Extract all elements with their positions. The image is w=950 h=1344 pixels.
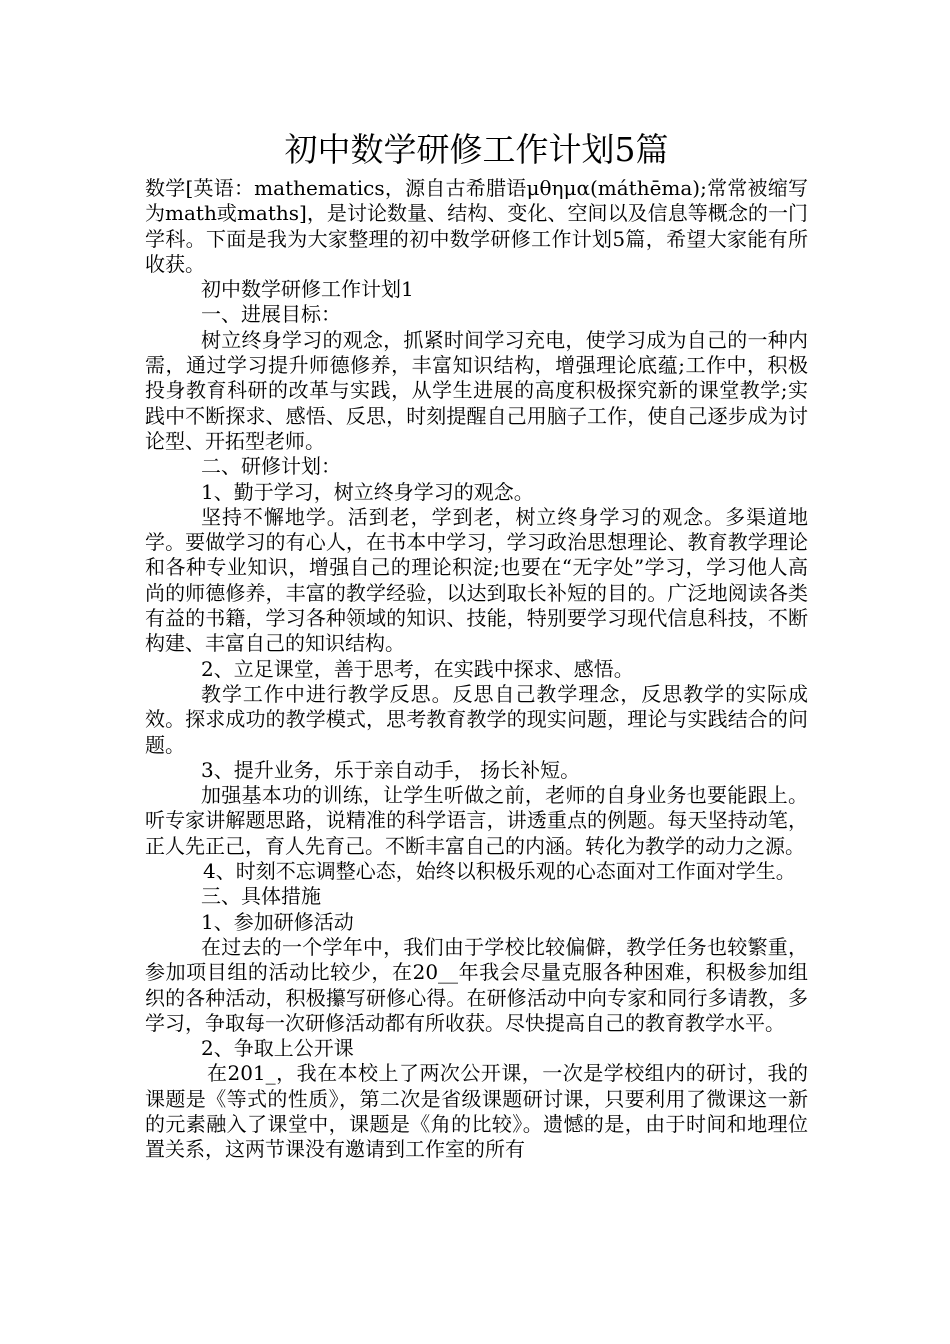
intro-paragraph: 数学[英语：mathematics，源自古希腊语μθημα(máthēma);常常被缩写为math或maths]，是讨论数量、结构、变化、空间以及信息等概念的一门学科。下面是我为大家整理的初中数学研修工作计划5篇，希望大家能有所收获。 bbox=[145, 176, 808, 276]
plan-item-1-heading: 1、勤于学习，树立终身学习的观念。 bbox=[201, 479, 534, 504]
goals-paragraph: 树立终身学习的观念，抓紧时间学习充电，使学习成为自己的一种内需，通过学习提升师德修养，丰富知识结构，增强理论底蕴;工作中，积极投身教育科研的改革与实践，从学生进展的高度积极探究新的课堂教学;实践中不断探求、感悟、反思，时刻提醒自己用脑子工作，使自己逐步成为讨论型、开拓型老师。 bbox=[145, 327, 808, 453]
plan-item-3-paragraph: 加强基本功的训练，让学生听做之前，老师的自身业务也要能跟上。听专家讲解题思路，说精准的科学语言，讲透重点的例题。每天坚持动笔，正人先正己，育人先育己。不断丰富自己的内涵。转化为教学的动力之源。 bbox=[145, 783, 808, 858]
document-title: 初中数学研修工作计划5篇 bbox=[284, 130, 669, 169]
plan-item-2-paragraph: 教学工作中进行教学反思。反思自己教学理念，反思教学的实际成效。探求成功的教学模式，思考教育教学的现实问题，理论与实践结合的问题。 bbox=[145, 681, 808, 757]
section-heading-goals: 一、进展目标： bbox=[201, 302, 341, 327]
plan-item-3-heading: 3、提升业务，乐于亲自动手， 扬长补短。 bbox=[201, 757, 581, 782]
measure-1-heading: 1、参加研修活动 bbox=[201, 909, 354, 934]
section-heading-measures: 三、具体措施 bbox=[201, 884, 321, 909]
plan-item-1-paragraph: 坚持不懈地学。活到老，学到老，树立终身学习的观念。多渠道地学。要做学习的有心人，在书本中学习，学习政治思想理论、教育教学理论和各种专业知识，增强自己的理论积淀;也要在“无字处”学习，学习他人高尚的师德修养，丰富的教学经验，以达到取长补短的目的。广泛地阅读各类有益的书籍，学习各种领域的知识、技能，特别要学习现代信息科技，不断构建、丰富自己的知识结构。 bbox=[145, 504, 808, 656]
measure-2-heading: 2、争取上公开课 bbox=[201, 1036, 354, 1061]
plan-item-4-paragraph: 4、时刻不忘调整心态，始终以积极乐观的心态面对工作面对学生。 bbox=[203, 859, 796, 884]
plan-item-2-heading: 2、立足课堂，善于思考，在实践中探求、感悟。 bbox=[201, 656, 634, 681]
plan-heading: 初中数学研修工作计划1 bbox=[201, 277, 414, 302]
document-body bbox=[145, 176, 808, 1163]
measure-1-paragraph: 在过去的一个学年中，我们由于学校比较偏僻，教学任务也较繁重，参加项目组的活动比较少，在20__年我会尽量克服各种困难，积极参加组织的各种活动，积极攥写研修心得。在研修活动中向专家和同行多请教，多学习，争取每一次研修活动都有所收获。尽快提高自己的教育教学水平。 bbox=[145, 934, 808, 1035]
section-heading-plan: 二、研修计划： bbox=[201, 454, 341, 479]
measure-2-paragraph: 在201_，我在本校上了两次公开课，一次是学校组内的研讨，我的课题是《等式的性质》，第二次是省级课题研讨课，只要利用了微课这一新的元素融入了课堂中，课题是《角的比较》。遗憾的是，由于时间和地理位置关系，这两节课没有邀请到工作室的所有 bbox=[145, 1061, 808, 1162]
